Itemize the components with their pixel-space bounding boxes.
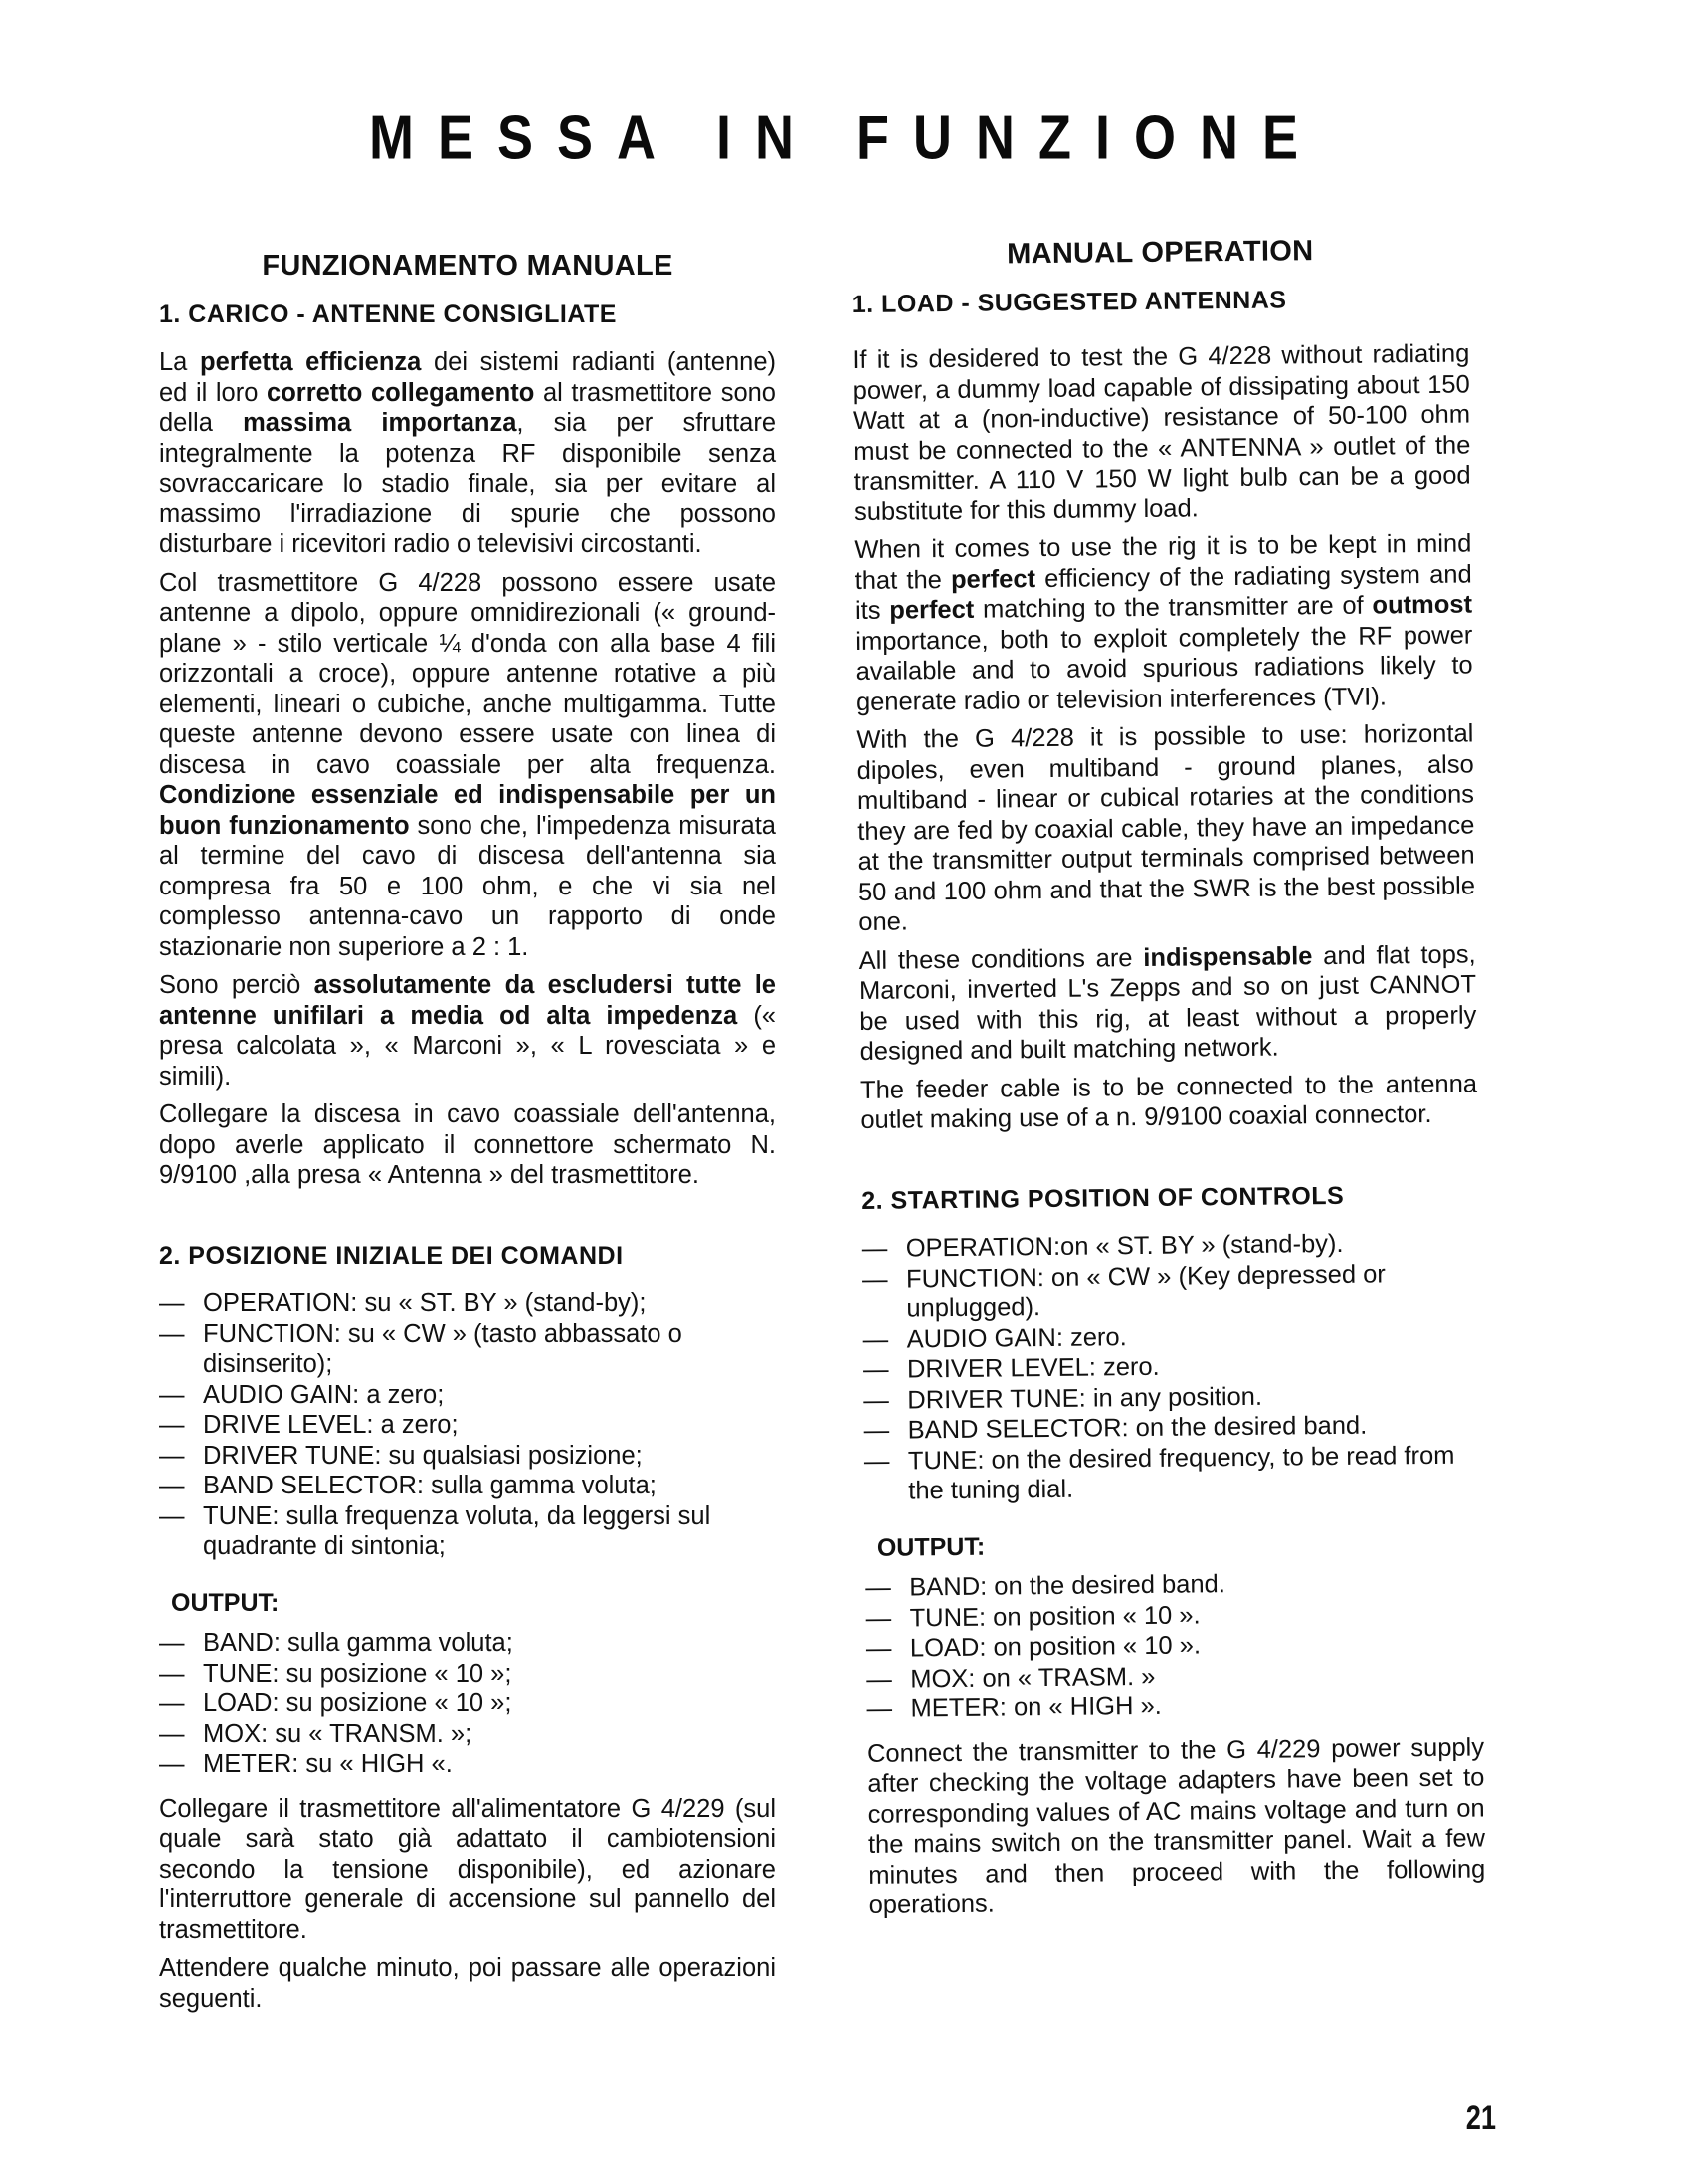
list-item: — MOX: on « TRASM. » bbox=[866, 1658, 1483, 1694]
list-item: — BAND SELECTOR: on the desired band. bbox=[863, 1409, 1480, 1446]
text-run: La bbox=[159, 348, 200, 376]
text-run: Col trasmettitore G 4/228 possono essere usate antenne a dipolo, oppure omnidirezionali (« ground-plane » - stilo verticale ¼ d'onda con alla base 4 fili orizzontali a croce), oppure antenne rotative a più elementi, lineari o cubiche, anche multigamma. Tutte queste antenne devono essere usate con linea di discesa in cavo coassiale per alta frequenza. bbox=[159, 568, 776, 779]
paragraph bbox=[867, 1732, 1486, 1920]
text-run: Sono perciò bbox=[159, 971, 314, 999]
paragraph bbox=[159, 1099, 776, 1191]
text-run: The feeder cable is to be connected to the antenna outlet making use of a n. 9/9100 coaxial connector. bbox=[859, 1069, 1478, 1134]
output-list bbox=[865, 1566, 1484, 1724]
text-run: sono che, l'impedenza misurata al termine del cavo di discesa dell'antenna sia compresa fra 50 e 100 ohm, e che vi sia nel complesso antenna-cavo un rapporto di onde stazionarie non superiore a 2 : 1. bbox=[159, 811, 776, 961]
bold-emphasis: indispensable bbox=[1143, 941, 1313, 972]
column-heading-italian: FUNZIONAMENTO MANUALE bbox=[262, 250, 673, 282]
text-run: (« presa calcolata », « Marconi », « L rovesciata » e simili). bbox=[159, 1001, 776, 1091]
text-run: efficiency of the radiating system and its bbox=[854, 559, 1472, 625]
list-item: — LOAD: su posizione « 10 »; bbox=[159, 1688, 776, 1719]
text-run: importance, both to exploit completely the RF power available and to avoid spurious radiations likely to generate radio or television interferences (TVI). bbox=[855, 620, 1473, 716]
text-run: When it comes to use the rig it is to be kept in mind that the bbox=[854, 529, 1472, 595]
paragraph bbox=[856, 718, 1475, 937]
list-item: — TUNE: sulla frequenza voluta, da leggersi sul quadrante di sintonia; bbox=[159, 1501, 776, 1562]
paragraph bbox=[159, 1953, 776, 2014]
paragraph bbox=[852, 339, 1471, 527]
list-item: — TUNE: on position « 10 ». bbox=[865, 1597, 1482, 1634]
text-run: Collegare il trasmettitore all'alimentatore G 4/229 (sul quale sarà stato già adattato il cambiotensioni secondo la tensione disponibile), ed azionare l'interruttore generale di accensione sul pannello del trasmettitore. bbox=[159, 1794, 776, 1944]
text-run: Attendere qualche minuto, poi passare alle operazioni seguenti. bbox=[159, 1954, 776, 2013]
output-heading: OUTPUT: bbox=[876, 1532, 986, 1562]
bold-emphasis: corretto collegamento bbox=[267, 378, 535, 407]
section-heading-controls: 2. STARTING POSITION OF CONTROLS bbox=[861, 1181, 1345, 1215]
bold-emphasis: Condizione essenziale ed indispensabile per un buon funzionamento bbox=[159, 781, 776, 840]
paragraph bbox=[854, 528, 1473, 716]
bold-emphasis: perfect bbox=[889, 595, 975, 625]
text-run: Connect the transmitter to the G 4/229 power supply after checking the voltage adapters have been set to corresponding values of AC mains voltage and turn on the mains switch on the transmitter panel. Wait a few minutes and then proceed with the following operations. bbox=[866, 1732, 1486, 1919]
controls-list bbox=[862, 1227, 1482, 1506]
list-item: — METER: on « HIGH ». bbox=[866, 1688, 1483, 1724]
paragraph bbox=[860, 1069, 1478, 1135]
bold-emphasis: perfetta efficienza bbox=[200, 348, 422, 376]
list-item: — AUDIO GAIN: a zero; bbox=[159, 1380, 776, 1411]
list-item: — DRIVER LEVEL: zero. bbox=[863, 1348, 1480, 1385]
list-item: — DRIVER TUNE: su qualsiasi posizione; bbox=[159, 1441, 776, 1472]
section-heading-controls: 2. POSIZIONE INIZIALE DEI COMANDI bbox=[159, 1241, 624, 1270]
page-title: MESSA IN FUNZIONE bbox=[368, 103, 1323, 173]
list-item: — LOAD: on position « 10 ». bbox=[866, 1627, 1483, 1664]
bold-emphasis: perfect bbox=[950, 564, 1036, 594]
text-run: All these conditions are bbox=[858, 943, 1144, 975]
output-heading: OUTPUT: bbox=[171, 1588, 280, 1617]
list-item: — OPERATION: su « ST. BY » (stand-by); bbox=[159, 1289, 776, 1319]
section-heading-load: 1. LOAD - SUGGESTED ANTENNAS bbox=[851, 285, 1287, 318]
list-item: — BAND SELECTOR: sulla gamma voluta; bbox=[159, 1471, 776, 1501]
list-item: — BAND: on the desired band. bbox=[865, 1566, 1482, 1603]
column-heading-english: MANUAL OPERATION bbox=[1006, 235, 1314, 271]
list-item: — TUNE: su posizione « 10 »; bbox=[159, 1659, 776, 1689]
italian-column bbox=[159, 239, 776, 2022]
list-item: — DRIVE LEVEL: a zero; bbox=[159, 1410, 776, 1441]
list-item: — FUNCTION: on « CW » (Key depressed or unplugged). bbox=[862, 1258, 1480, 1324]
page-number: 21 bbox=[1465, 2099, 1497, 2137]
list-item: — AUDIO GAIN: zero. bbox=[863, 1318, 1480, 1355]
list-item: — DRIVER TUNE: in any position. bbox=[863, 1379, 1480, 1416]
text-run: and flat tops, Marconi, inverted L's Zepps and so on just CANNOT be used with this rig, at least without a properly designed and built matching network. bbox=[858, 939, 1477, 1066]
text-run: If it is desidered to test the G 4/228 without radiating power, a dummy load capable of dissipating about 150 Watt at a (non-inductive) resistance of 50-100 ohm must be connected to the « ANTENNA » outlet of the transmitter. A 110 V 150 W light bulb can be a good substitute for this dummy load. bbox=[852, 339, 1471, 526]
paragraph bbox=[159, 1794, 776, 1946]
paragraph bbox=[159, 568, 776, 963]
text-run: , sia per sfruttare integralmente la potenza RF disponibile senza sovraccaricare lo stadio finale, sia per evitare al massimo l'irradiazione di spurie che possono disturbare i ricevitori radio o televisivi circostanti. bbox=[159, 409, 777, 558]
text-run: With the G 4/228 it is possible to use: horizontal dipoles, even multiband - ground planes, also multiband - linear or cubical rotaries at the conditions they are fed by coaxial cable, they have an impedance at the transmitter output terminals comprised between 50 and 100 ohm and that the SWR is the best possible one. bbox=[856, 719, 1476, 936]
text-run: dei sistemi radianti (antenne) ed il loro bbox=[159, 348, 777, 407]
controls-list bbox=[159, 1289, 776, 1562]
list-item: — FUNCTION: su « CW » (tasto abbassato o disinserito); bbox=[159, 1319, 776, 1380]
paragraph bbox=[159, 970, 776, 1092]
list-item: — BAND: sulla gamma voluta; bbox=[159, 1628, 776, 1659]
output-list bbox=[159, 1628, 776, 1780]
list-item: — OPERATION:on « ST. BY » (stand-by). bbox=[862, 1227, 1479, 1264]
list-item: — MOX: su « TRANSM. »; bbox=[159, 1719, 776, 1750]
text-run: Collegare la discesa in cavo coassiale dell'antenna, dopo averle applicato il connettore schermato N. 9/9100 ,alla presa « Antenna » del trasmettitore. bbox=[159, 1100, 776, 1189]
paragraph bbox=[159, 347, 776, 560]
bold-emphasis: outmost bbox=[1372, 590, 1473, 620]
list-item: — TUNE: on the desired frequency, to be read from the tuning dial. bbox=[864, 1440, 1482, 1506]
bold-emphasis: massima importanza bbox=[243, 409, 517, 437]
bold-emphasis: assolutamente da escludersi tutte le antenne unifilari a media od alta impedenza bbox=[159, 971, 776, 1030]
section-heading-load: 1. CARICO - ANTENNE CONSIGLIATE bbox=[159, 299, 617, 328]
english-column bbox=[851, 223, 1486, 1929]
text-run: matching to the transmitter are of bbox=[974, 591, 1373, 624]
text-run: al trasmettitore sono della bbox=[159, 378, 776, 437]
paragraph bbox=[859, 939, 1477, 1067]
list-item: — METER: su « HIGH «. bbox=[159, 1749, 776, 1780]
